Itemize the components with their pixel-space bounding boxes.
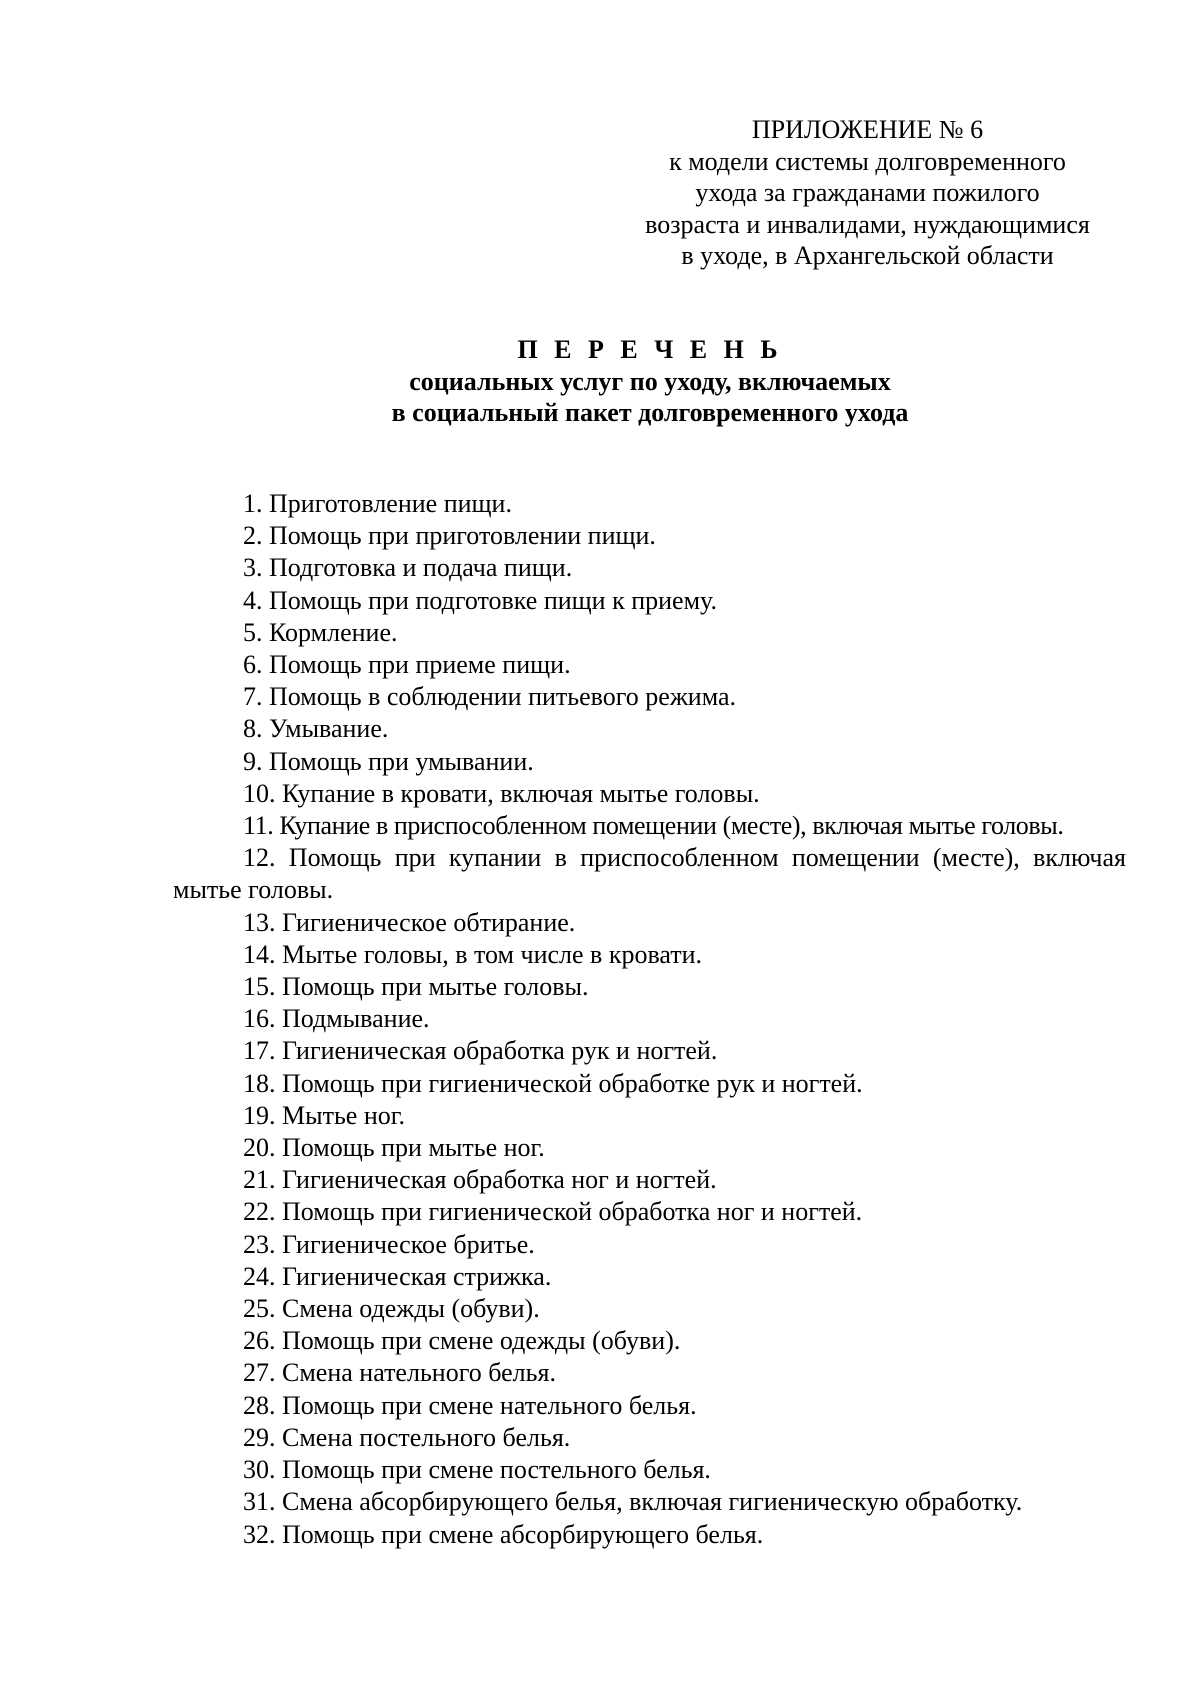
list-item: 29. Смена постельного белья. (243, 1422, 571, 1452)
list-item: 3. Подготовка и подача пищи. (243, 553, 573, 583)
list-item: 18. Помощь при гигиенической обработке рук и ногтей. (243, 1068, 863, 1098)
list-item: 7. Помощь в соблюдении питьевого режима. (243, 682, 737, 712)
list-item: 17. Гигиеническая обработка рук и ногтей. (243, 1036, 718, 1066)
list-item: 25. Смена одежды (обуви). (243, 1294, 540, 1324)
document-title (0, 334, 1200, 429)
list-item: 2. Помощь при приготовлении пищи. (243, 521, 656, 551)
list-item: 20. Помощь при мытье ног. (243, 1133, 545, 1163)
list-item: 10. Купание в кровати, включая мытье головы. (243, 778, 760, 808)
list-item: 9. Помощь при умывании. (243, 746, 534, 776)
list-item: 13. Гигиеническое обтирание. (243, 907, 576, 937)
title-subtitle-line: в социальный пакет долговременного ухода (391, 398, 909, 427)
appendix-line: в уходе, в Архангельской области (681, 241, 1054, 270)
list-item: 15. Помощь при мытье головы. (243, 972, 589, 1002)
list-item: 6. Помощь при приеме пищи. (243, 650, 571, 680)
list-item: 11. Купание в приспособленном помещении (месте), включая мытье головы. (243, 811, 1064, 841)
list-item: 14. Мытье головы, в том числе в кровати. (243, 939, 703, 969)
list-item: 24. Гигиеническая стрижка. (243, 1261, 552, 1291)
list-item: 26. Помощь при смене одежды (обуви). (243, 1326, 681, 1356)
list-item: 21. Гигиеническая обработка ног и ногтей. (243, 1165, 717, 1195)
services-list (173, 488, 1126, 1551)
appendix-line: возраста и инвалидами, нуждающимися (645, 209, 1090, 239)
appendix-header (610, 114, 1125, 272)
list-item: 30. Помощь при смене постельного белья. (243, 1455, 711, 1485)
list-item: 19. Мытье ног. (243, 1100, 405, 1130)
list-item: 16. Подмывание. (243, 1004, 430, 1034)
list-item: 8. Умывание. (243, 714, 389, 744)
appendix-line: к модели системы долговременного (669, 146, 1066, 176)
list-item: 31. Смена абсорбирующего белья, включая гигиеническую обработку. (243, 1487, 1023, 1517)
list-item: 23. Гигиеническое бритье. (243, 1229, 535, 1259)
list-item: 28. Помощь при смене нательного белья. (243, 1390, 697, 1420)
list-item: 27. Смена нательного белья. (243, 1358, 556, 1388)
list-item: 4. Помощь при подготовке пищи к приему. (243, 585, 717, 615)
list-item: 1. Приготовление пищи. (243, 489, 512, 518)
appendix-line: ухода за гражданами пожилого (695, 178, 1040, 207)
title-heading: П Е Р Е Ч Е Н Ь (517, 335, 783, 364)
list-item: 32. Помощь при смене абсорбирующего белья. (243, 1519, 764, 1549)
appendix-line: ПРИЛОЖЕНИЕ № 6 (751, 115, 984, 144)
list-item: 22. Помощь при гигиенической обработка ног и ногтей. (243, 1197, 863, 1227)
list-item: 12. Помощь при купании в приспособленном помещении (месте), включая мытье головы. (173, 843, 1126, 905)
title-subtitle-line: социальных услуг по уходу, включаемых (409, 366, 891, 396)
list-item: 5. Кормление. (243, 617, 398, 647)
